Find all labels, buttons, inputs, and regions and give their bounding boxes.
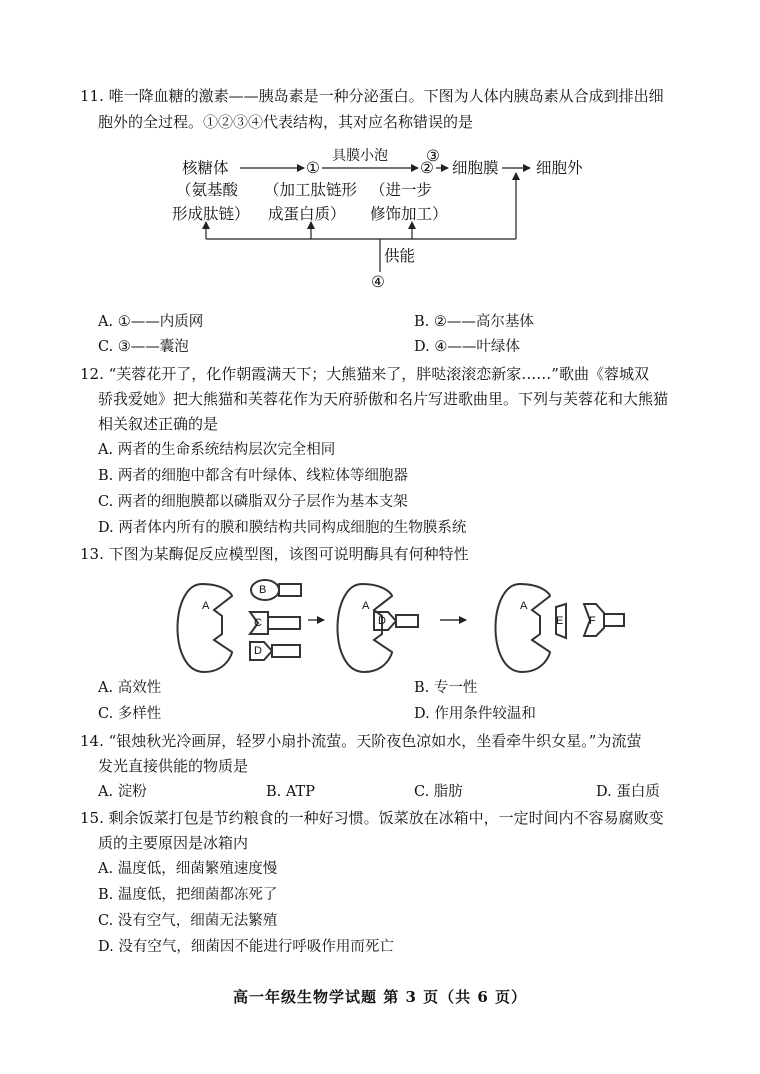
- q12-option-d[interactable]: D. 两者体内所有的膜和膜结构共同构成细胞的生物膜系统: [98, 520, 467, 536]
- enzyme-label-a-left: A: [202, 600, 210, 612]
- circle1-note-2: 成蛋白质）: [268, 205, 346, 223]
- q15-option-d[interactable]: D. 没有空气，细菌因不能进行呼吸作用而死亡: [98, 939, 394, 955]
- q11-option-c[interactable]: C. ③——囊泡: [98, 339, 189, 355]
- circle2-note-2: 修饰加工）: [370, 205, 448, 223]
- enzyme-label-a-middle: A: [362, 600, 370, 612]
- q15-option-a[interactable]: A. 温度低，细菌繁殖速度慢: [98, 861, 278, 877]
- enzyme-label-a-right: A: [520, 600, 528, 612]
- q12-option-c[interactable]: C. 两者的细胞膜都以磷脂双分子层作为基本支架: [98, 494, 408, 510]
- cell-membrane-label: 细胞膜: [452, 159, 499, 177]
- substrate-d-tail: [272, 645, 300, 657]
- q11-option-d[interactable]: D. ④——叶绿体: [414, 339, 520, 355]
- q13-option-d[interactable]: D. 作用条件较温和: [414, 706, 536, 722]
- circle-1: ①: [306, 159, 320, 177]
- q11-stem-line1: 11. 唯一降血糖的激素——胰岛素是一种分泌蛋白。下图为人体内胰岛素从合成到排出细: [80, 87, 664, 105]
- q14-option-b[interactable]: B. ATP: [266, 784, 315, 800]
- q13-option-c[interactable]: C. 多样性: [98, 706, 162, 722]
- product-label-e: E: [556, 615, 564, 627]
- q11-option-b[interactable]: B. ②——高尔基体: [414, 314, 534, 330]
- q11-option-a[interactable]: A. ①——内质网: [98, 314, 204, 330]
- q14-option-a[interactable]: A. 淀粉: [98, 784, 147, 800]
- energy-label: 供能: [384, 247, 416, 265]
- ribosome-label: 核糖体: [182, 159, 229, 177]
- q12-option-a[interactable]: A. 两者的生命系统结构层次完全相同: [98, 442, 336, 458]
- circle-2: ②: [420, 159, 434, 177]
- q12-stem-line3: 相关叙述正确的是: [98, 415, 219, 433]
- complex-label-d: D: [378, 615, 386, 627]
- circle1-note-1: （加工肽链形: [264, 181, 358, 199]
- substrate-label-c: C: [254, 617, 262, 629]
- q12-stem-line2: 骄我爱她》把大熊猫和芙蓉花作为天府骄傲和名片写进歌曲里。下列与芙蓉花和大熊猫: [98, 390, 669, 408]
- q14-stem-line2: 发光直接供能的物质是: [98, 757, 249, 775]
- circle-4: ④: [371, 273, 385, 291]
- q15-option-b[interactable]: B. 温度低，把细菌都冻死了: [98, 887, 278, 903]
- circle-3: ③: [426, 147, 440, 165]
- vesicle-label: 具膜小泡: [332, 148, 388, 164]
- outside-cell-label: 细胞外: [536, 159, 583, 177]
- circle2-note-1: （进一步: [370, 181, 433, 199]
- q15-stem-line2: 质的主要原因是冰箱内: [98, 834, 249, 852]
- q13-option-b[interactable]: B. 专一性: [414, 680, 478, 696]
- q13-stem: 13. 下图为某酶促反应模型图，该图可说明酶具有何种特性: [80, 545, 469, 563]
- substrate-label-d: D: [254, 645, 262, 657]
- product-f-tail: [604, 614, 624, 626]
- q15-option-c[interactable]: C. 没有空气，细菌无法繁殖: [98, 913, 278, 929]
- substrate-c-tail: [268, 617, 300, 629]
- q14-stem-line1: 14. “银烛秋光冷画屏，轻罗小扇扑流萤。天阶夜色凉如水，坐看牵牛织女星。”为流萤: [80, 732, 642, 750]
- q12-stem-line1: 12. “芙蓉花开了，化作朝霞满天下；大熊猫来了，胖哒滚滚恋新家……”歌曲《蓉城双: [80, 365, 649, 383]
- ribosome-note-1: （氨基酸: [176, 181, 239, 199]
- substrate-b-tail: [279, 584, 301, 596]
- q13-option-a[interactable]: A. 高效性: [98, 680, 162, 696]
- complex-d-tail: [396, 615, 418, 627]
- q12-option-b[interactable]: B. 两者的细胞中都含有叶绿体、线粒体等细胞器: [98, 468, 408, 484]
- q14-option-c[interactable]: C. 脂肪: [414, 784, 463, 800]
- product-label-f: F: [589, 615, 596, 627]
- q14-option-d[interactable]: D. 蛋白质: [596, 784, 660, 800]
- q11-stem-line2: 胞外的全过程。①②③④代表结构，其对应名称错误的是: [98, 113, 474, 131]
- substrate-label-b: B: [259, 584, 267, 596]
- page-footer: 高一年级生物学试题 第 3 页（共 6 页）: [233, 988, 527, 1006]
- q15-stem-line1: 15. 剩余饭菜打包是节约粮食的一种好习惯。饭菜放在冰箱中，一定时间内不容易腐败变: [80, 809, 664, 827]
- ribosome-note-2: 形成肽链）: [172, 205, 250, 223]
